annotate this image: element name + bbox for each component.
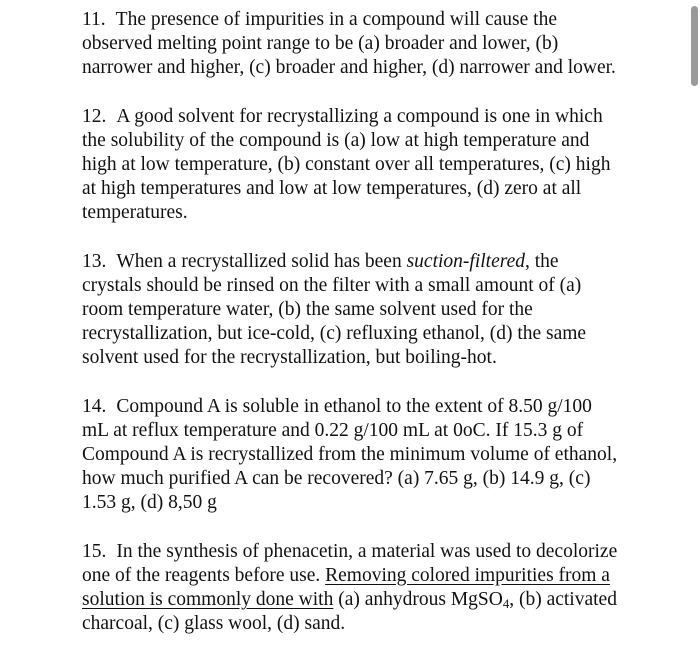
underlined-phrase: Removing colored impurities from a solution is commonly done with — [82, 564, 610, 611]
question-text-after: , (b) activated charcoal, (c) glass wool, (d) sand. — [82, 589, 617, 635]
question-text-mid: (a) anhydrous MgSO — [333, 589, 503, 611]
question-number: 14. — [82, 395, 107, 417]
question-12 — [82, 105, 622, 226]
question-text: Compound A is soluble in ethanol to the extent of 8.50 g/100 mL at reflux temperature and 0.22 g/100 mL at 0oC. If 15.3 g of Compound A is recrystallized from the minimum volume of ethanol, how much purified A can be recovered? (a) 7.65 g, (b) 14.9 g, (c) 1.53 g, (d) 8,50 g — [82, 395, 618, 514]
vertical-scrollbar[interactable] — [691, 6, 698, 86]
question-text-after: , the crystals should be rinsed on the filter with a small amount of (a) room temperature water, (b) the same solvent used for the recrystallization, but ice-cold, (c) refluxing ethanol, (d) the same solvent used for the recrystallization, but boiling-hot. — [82, 250, 587, 369]
subscript: 4 — [502, 597, 510, 612]
question-number: 13. — [82, 250, 107, 272]
question-text: A good solvent for recrystallizing a compound is one in which the solubility of the compound is (a) low at high temperature and high at low temperature, (b) constant over all temperatures, (c) high at high temperatures and low at low temperatures, (d) zero at all temperatures. — [82, 105, 611, 224]
question-number: 11. — [82, 9, 106, 30]
question-14 — [82, 395, 622, 516]
question-11 — [82, 8, 622, 81]
question-15 — [82, 540, 622, 637]
question-13 — [82, 250, 622, 371]
italic-term: suction-filtered — [406, 250, 526, 272]
question-number: 12. — [82, 105, 107, 127]
document-page — [82, 8, 622, 660]
question-text-before: In the synthesis of phenacetin, a material was used to decolorize one of the reagents before use. — [82, 540, 618, 586]
question-text: The presence of impurities in a compound will cause the observed melting point range to be (a) broader and lower, (b) narrower and higher, (c) broader and higher, (d) narrower and lower. — [82, 9, 616, 79]
question-number: 15. — [82, 540, 107, 562]
question-text-before: When a recrystallized solid has been — [116, 250, 407, 272]
